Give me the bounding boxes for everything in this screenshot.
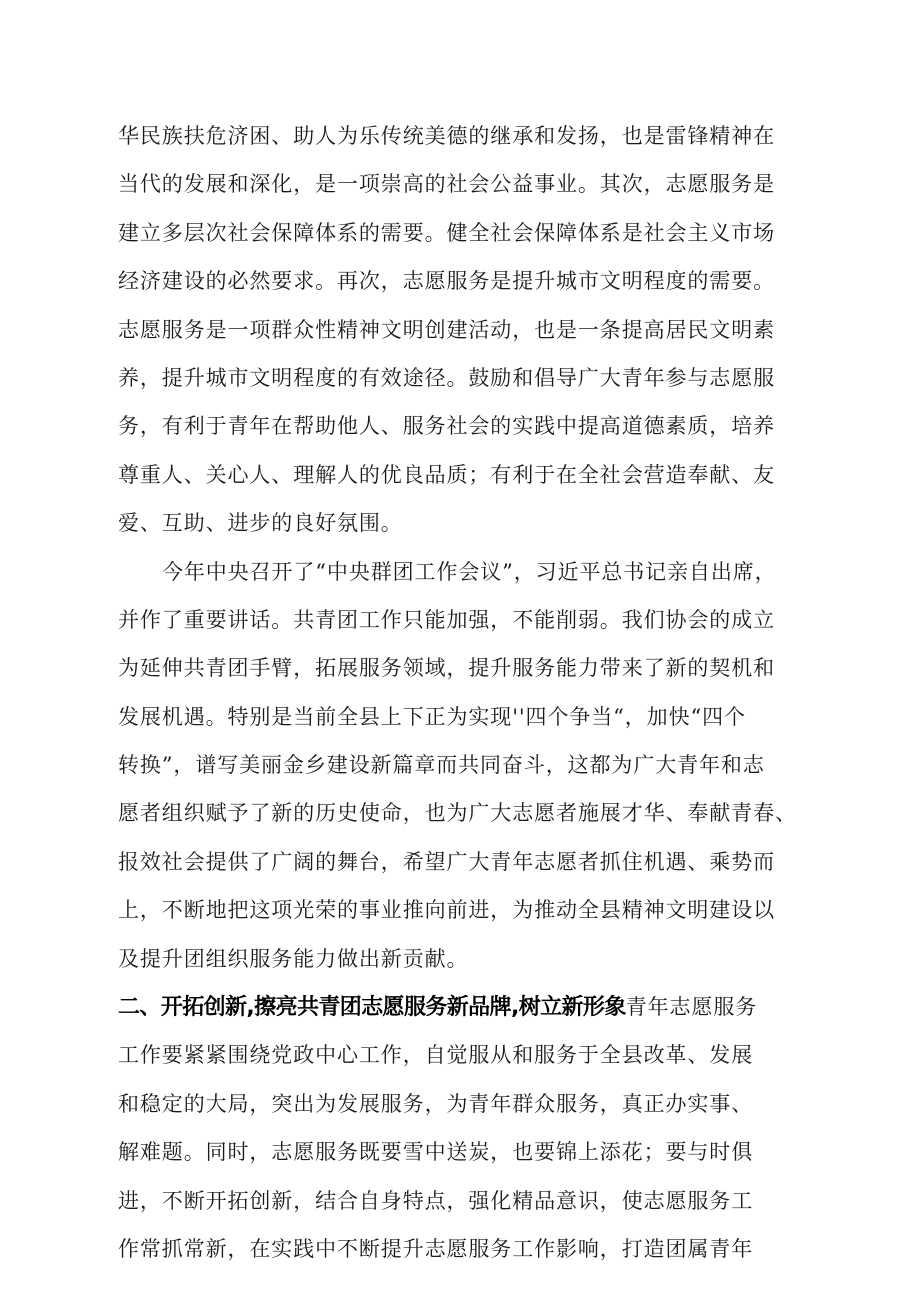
paragraph-line: 愿者组织赋予了新的历史使命，也为广大志愿者施展才华、奉献青春、 — [118, 801, 797, 826]
document-body — [118, 112, 808, 1273]
paragraph-line: 尊重人、关心人、理解人的优良品质；有利于在全社会营造奉献、友 — [118, 462, 775, 487]
paragraph-line: 爱、互助、进步的良好氛围。 — [118, 511, 403, 536]
section-heading: 二、开拓创新,擦亮共青团志愿服务新品牌,树立新形象 — [118, 995, 626, 1021]
section-heading-line — [118, 983, 808, 1031]
paragraph-line: 经济建设的必然要求。再次，志愿服务是提升城市文明程度的需要。 — [118, 269, 775, 294]
paragraph-line: 当代的发展和深化，是一项崇高的社会公益事业。其次，志愿服务是 — [118, 172, 775, 197]
paragraph-line: 报效社会提供了广阔的舞台，希望广大青年志愿者抓住机遇、乘势而 — [118, 849, 775, 874]
paragraph-line: 建立多层次社会保障体系的需要。健全社会保障体系是社会主义市场 — [118, 220, 775, 245]
paragraph-line: 上，不断地把这项光荣的事业推向前进，为推动全县精神文明建设以 — [118, 898, 775, 923]
paragraph-line: 务，有利于青年在帮助他人、服务社会的实践中提高道德素质，培养 — [118, 414, 775, 439]
paragraph-line: 转换”，谱写美丽金乡建设新篇章而共同奋斗，这都为广大青年和志 — [118, 753, 765, 778]
paragraph-line: 志愿服务是一项群众性精神文明创建活动，也是一条提高居民文明素 — [118, 317, 775, 342]
paragraph-line: 工作要紧紧围绕党政中心工作，自觉服从和服务于全县改革、发展 — [118, 1043, 754, 1068]
section-heading-tail: 青年志愿服务 — [625, 995, 758, 1020]
paragraph-line: 华民族扶危济困、助人为乐传统美德的继承和发扬，也是雷锋精神在 — [118, 124, 775, 148]
paragraph-line: 和稳定的大局，突出为发展服务，为青年群众服务，真正办实事、 — [118, 1091, 754, 1116]
paragraph-line: 及提升团组织服务能力做出新贡献。 — [118, 946, 469, 971]
paragraph-line: 养，提升城市文明程度的有效途径。鼓励和倡导广大青年参与志愿服 — [118, 365, 775, 390]
paragraph-line: 进，不断开拓创新，结合自身特点，强化精品意识，使志愿服务工 — [118, 1188, 754, 1213]
paragraph-line: 作常抓常新，在实践中不断提升志愿服务工作影响，打造团属青年 — [118, 1236, 754, 1261]
paragraph-line: 为延伸共青团手臂，拓展服务领域，提升服务能力带来了新的契机和 — [118, 656, 775, 681]
paragraph-line: 发展机遇。特别是当前全县上下正为实现''四个争当“，加快“四个 — [118, 704, 746, 729]
paragraph-line: 解难题。同时，志愿服务既要雪中送炭，也要锦上添花；要与时俱 — [118, 1140, 754, 1165]
paragraph-line: 今年中央召开了“中央群团工作会议”，习近平总书记亲自出席， — [162, 559, 777, 584]
paragraph-line: 并作了重要讲话。共青团工作只能加强，不能削弱。我们协会的成立 — [118, 607, 775, 632]
